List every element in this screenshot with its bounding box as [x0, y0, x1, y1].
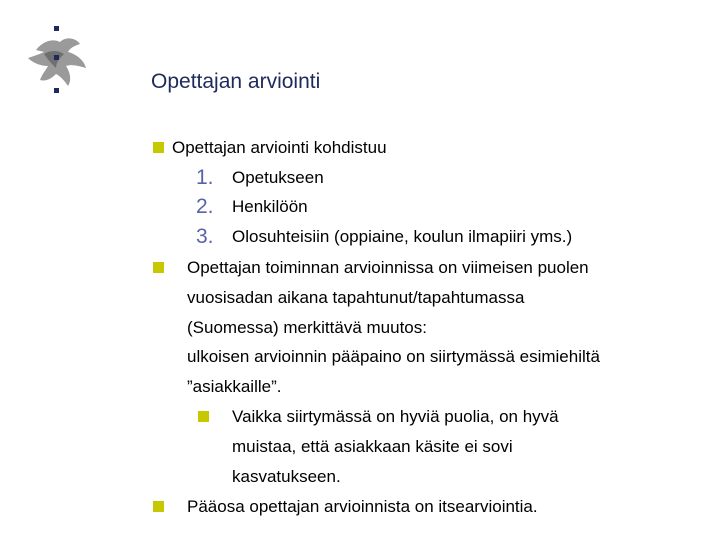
list-number: 2.: [196, 195, 214, 218]
bullet-marker: [153, 142, 164, 153]
bullet-text-line: ”asiakkaille”.: [187, 377, 282, 396]
bullet-marker: [153, 501, 164, 512]
bullet-text-line: vuosisadan aikana tapahtunut/tapahtumassa: [187, 288, 525, 307]
sub-bullet-text-line: Vaikka siirtymässä on hyviä puolia, on hyvä: [232, 407, 559, 426]
bullet-text-line: (Suomessa) merkittävä muutos:: [187, 318, 427, 337]
list-item: Olosuhteisiin (oppiaine, koulun ilmapiiri yms.): [232, 227, 573, 246]
list-number: 3.: [196, 225, 214, 248]
slide-title: Opettajan arviointi: [151, 70, 321, 93]
bullet-text: Pääosa opettajan arvioinnista on itsearviointia.: [187, 497, 538, 516]
bullet-marker: [153, 262, 164, 273]
sub-bullet-marker: [198, 411, 209, 422]
sub-bullet-text-line: muistaa, että asiakkaan käsite ei sovi: [232, 437, 513, 456]
list-number: 1.: [196, 166, 214, 189]
list-item: Opetukseen: [232, 168, 324, 187]
list-item: Henkilöön: [232, 197, 308, 216]
bullet-text-line: ulkoisen arvioinnin pääpaino on siirtymässä esimiehiltä: [187, 347, 600, 366]
bullet-text-line: Opettajan toiminnan arvioinnissa on viimeisen puolen: [187, 258, 589, 277]
bullet-text: Opettajan arviointi kohdistuu: [172, 138, 387, 157]
sub-bullet-text-line: kasvatukseen.: [232, 467, 341, 486]
